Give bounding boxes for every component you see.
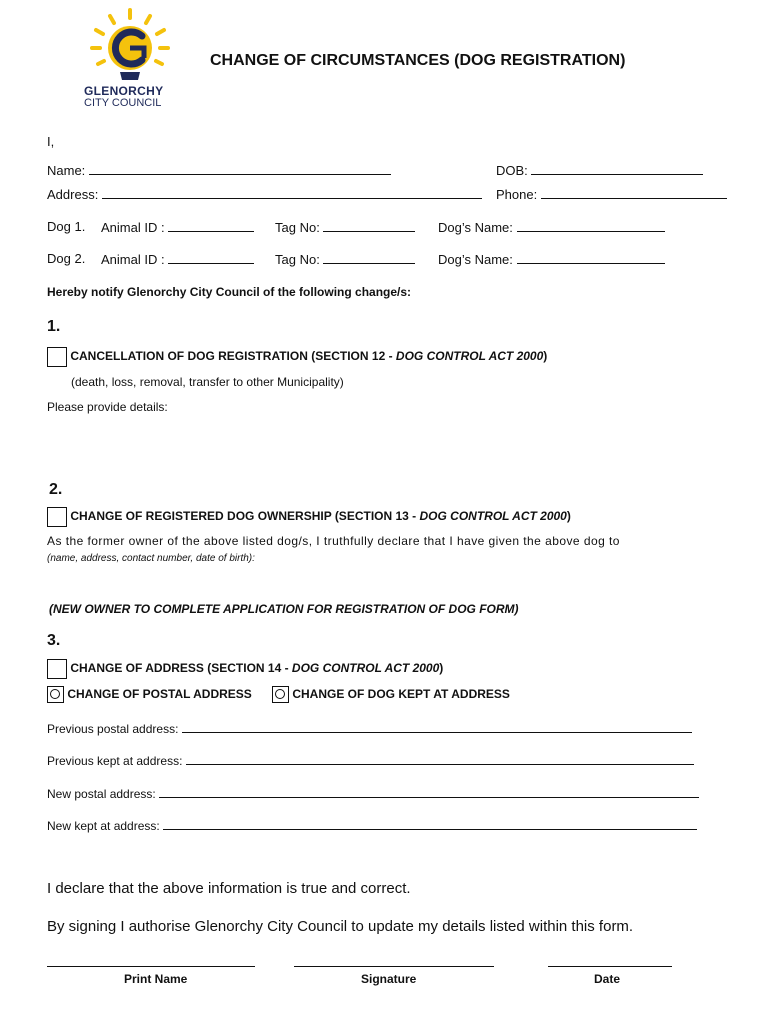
tag-label: Tag No: xyxy=(275,220,320,235)
dog-name-label: Dog’s Name: xyxy=(438,252,513,267)
dog-label: Dog 1. xyxy=(47,219,86,234)
section2-hint: (name, address, contact number, date of birth): xyxy=(47,553,255,564)
dog2-name xyxy=(438,251,665,267)
section2-details-field[interactable] xyxy=(47,568,723,598)
section2-number: 2. xyxy=(49,481,63,498)
signature-field[interactable] xyxy=(294,966,494,967)
prev-postal-row xyxy=(47,720,692,736)
postal-option-label: CHANGE OF POSTAL ADDRESS xyxy=(67,687,252,701)
print-name-label: Print Name xyxy=(124,972,188,986)
section3-heading xyxy=(47,657,443,679)
notify-text: Hereby notify Glenorchy City Council of the following change/s: xyxy=(47,285,412,299)
postal-option[interactable] xyxy=(47,684,252,704)
dog1-tag xyxy=(275,219,415,235)
dog2-animal-id xyxy=(101,251,254,267)
prev-kept-label: Previous kept at address: xyxy=(47,754,183,768)
address-field[interactable] xyxy=(102,186,482,199)
declaration-line1: I declare that the above information is true and correct. xyxy=(47,880,411,897)
section1-title: CANCELLATION OF DOG REGISTRATION (SECTION 12 - xyxy=(70,349,396,363)
new-kept-field[interactable] xyxy=(163,817,697,830)
prev-postal-field[interactable] xyxy=(182,720,692,733)
intro-text: I, xyxy=(47,134,55,149)
animal-id-label: Animal ID : xyxy=(101,252,165,267)
address-label: Address: xyxy=(47,187,99,202)
dog-row-2 xyxy=(47,251,85,266)
kept-option-label: CHANGE OF DOG KEPT AT ADDRESS xyxy=(292,687,510,701)
print-name-field[interactable] xyxy=(47,966,255,967)
section1-act: DOG CONTROL ACT 2000 xyxy=(395,349,544,363)
section3-title: CHANGE OF ADDRESS (SECTION 14 - xyxy=(70,661,292,675)
section1-number: 1. xyxy=(47,318,61,335)
council-logo xyxy=(80,6,180,110)
address-row xyxy=(47,186,482,202)
section2-title-end: ) xyxy=(566,509,571,523)
section1-details-field[interactable] xyxy=(47,420,723,472)
dog-row-1 xyxy=(47,219,85,234)
date-field[interactable] xyxy=(548,966,672,967)
section3-number: 3. xyxy=(47,632,61,649)
animal-id-field[interactable] xyxy=(168,219,254,232)
section2-title: CHANGE OF REGISTERED DOG OWNERSHIP (SECTION 13 - xyxy=(70,509,420,523)
section3-act: DOG CONTROL ACT 2000 xyxy=(291,661,440,675)
logo-text-line2: CITY COUNCIL xyxy=(84,97,162,109)
dog-name-label: Dog’s Name: xyxy=(438,220,513,235)
prev-kept-field[interactable] xyxy=(186,752,694,765)
section2-heading xyxy=(47,505,571,527)
dob-label: DOB: xyxy=(496,163,528,178)
phone-field[interactable] xyxy=(541,186,727,199)
section1-heading xyxy=(47,345,547,367)
address-change-checkbox[interactable] xyxy=(47,659,67,679)
dog-label: Dog 2. xyxy=(47,251,86,266)
name-label: Name: xyxy=(47,163,86,178)
new-kept-row xyxy=(47,817,697,833)
signature-label: Signature xyxy=(361,972,417,986)
tag-label: Tag No: xyxy=(275,252,320,267)
section1-subtitle: (death, loss, removal, transfer to other Municipality) xyxy=(71,375,344,389)
dog-name-field[interactable] xyxy=(517,219,665,232)
prev-postal-label: Previous postal address: xyxy=(47,722,179,736)
date-label: Date xyxy=(594,972,621,986)
section2-act: DOG CONTROL ACT 2000 xyxy=(419,509,567,523)
postal-radio-icon[interactable] xyxy=(47,686,64,703)
section1-title-end: ) xyxy=(543,349,548,363)
animal-id-field[interactable] xyxy=(168,251,254,264)
dog2-tag xyxy=(275,251,415,267)
phone-label: Phone: xyxy=(496,187,538,202)
declaration-line2: By signing I authorise Glenorchy City Council to update my details listed within this form. xyxy=(47,918,634,935)
kept-option[interactable] xyxy=(272,684,510,704)
new-postal-label: New postal address: xyxy=(47,787,156,801)
page-title: CHANGE OF CIRCUMSTANCES (DOG REGISTRATION) xyxy=(210,52,626,69)
sun-logo-icon xyxy=(80,6,180,86)
dog1-animal-id xyxy=(101,219,254,235)
logo-text-line1: GLENORCHY xyxy=(84,84,164,98)
tag-field[interactable] xyxy=(323,251,415,264)
section1-details-label: Please provide details: xyxy=(47,400,168,414)
tag-field[interactable] xyxy=(323,219,415,232)
new-kept-label: New kept at address: xyxy=(47,819,160,833)
name-field[interactable] xyxy=(89,162,391,175)
cancellation-checkbox[interactable] xyxy=(47,347,67,367)
new-owner-note: (NEW OWNER TO COMPLETE APPLICATION FOR REGISTRATION OF DOG FORM) xyxy=(49,602,519,616)
dob-row xyxy=(496,162,703,178)
prev-kept-row xyxy=(47,752,694,768)
dog-name-field[interactable] xyxy=(517,251,665,264)
kept-radio-icon[interactable] xyxy=(272,686,289,703)
section3-title-end: ) xyxy=(439,661,444,675)
section2-declaration: As the former owner of the above listed dog/s, I truthfully declare that I have given the above dog to xyxy=(47,534,620,548)
new-postal-row xyxy=(47,785,699,801)
new-postal-field[interactable] xyxy=(159,785,699,798)
dob-field[interactable] xyxy=(531,162,703,175)
ownership-checkbox[interactable] xyxy=(47,507,67,527)
name-row xyxy=(47,162,391,178)
dog1-name xyxy=(438,219,665,235)
animal-id-label: Animal ID : xyxy=(101,220,165,235)
phone-row xyxy=(496,186,727,202)
